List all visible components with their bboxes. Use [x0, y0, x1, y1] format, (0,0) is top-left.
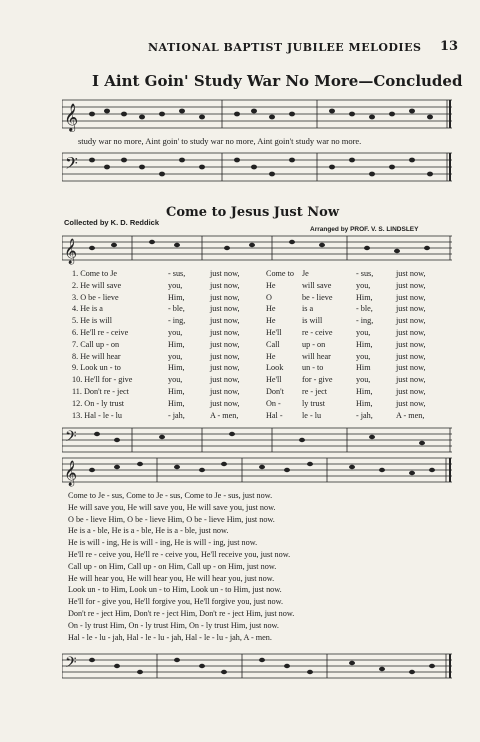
chorus-line: He is a - ble, He is a - ble, He is a - ble, just now. — [68, 526, 229, 536]
verse-row: 7. Call up - on Him, just now, Call up - on Him, just now, — [72, 339, 426, 349]
verse-row: 13. Hal - le - lu - jah, A - men, Hal - le - lu - jah, A - men, — [72, 410, 425, 420]
svg-text:𝄞: 𝄞 — [64, 103, 79, 131]
chorus-line: He'll re - ceive you, He'll re - ceive you, He'll receive you, just now. — [68, 549, 291, 559]
verse-row: 10. He'll for - give you, just now, He'll for - give you, just now, — [72, 375, 426, 385]
verse-row: 9. Look un - to Him, just now, Look un - to Him just now, — [72, 363, 426, 373]
song2-verse-treble-staff — [62, 232, 452, 268]
song2-chorus-bass-staff — [62, 650, 452, 686]
chorus-line: Call up - on Him, Call up - on Him, Call up - on Him, just now. — [68, 561, 277, 571]
verse-row: 4. He is a - ble, just now, He is a - ble, just now, — [72, 304, 426, 314]
chorus-line: He'll for - give you, He'll forgive you, He'll forgive you, just now. — [68, 597, 284, 607]
song2-title: Come to Jesus Just Now — [166, 205, 340, 220]
chorus-line: Look un - to Him, Look un - to Him, Look un - to Him, just now. — [68, 585, 282, 595]
svg-text:𝄞: 𝄞 — [64, 239, 78, 264]
verse-row: 11. Don't re - ject Him, just now, Don't re - ject Him, just now, — [72, 386, 426, 396]
song1-bass-staff — [62, 148, 452, 188]
verse-row: 8. He will hear you, just now, He will hear you, just now, — [72, 351, 426, 361]
running-header: NATIONAL BAPTIST JUBILEE MELODIES — [148, 41, 422, 54]
chorus-line: O be - lieve Him, O be - lieve Him, O be - lieve Him, just now. — [68, 514, 275, 524]
chorus-line: Hal - le - lu - jah, Hal - le - lu - jah, Hal - le - lu - jah, A - men. — [68, 632, 272, 642]
song1-treble-staff — [62, 95, 452, 135]
song2-verses — [72, 268, 426, 421]
chorus-line: He is will - ing, He is will - ing, He is will - ing, just now. — [68, 538, 258, 548]
svg-text:𝄢: 𝄢 — [65, 153, 78, 177]
verse-row: 3. O be - lieve Him, just now, O be - lieve Him, just now, — [72, 292, 426, 302]
chorus-line: Come to Je - sus, Come to Je - sus, Come to Je - sus, just now. — [68, 491, 273, 500]
chorus-line: He will hear you, He will hear you, He will hear you, just now. — [68, 573, 275, 583]
svg-text:𝄢: 𝄢 — [65, 654, 77, 675]
verse-row: 6. He'll re - ceive you, just now, He'll re - ceive you, just now, — [72, 327, 426, 337]
chorus-line: He will save you, He will save you, He will save you, just now. — [68, 502, 276, 512]
song2-chorus-treble-staff — [62, 454, 452, 490]
svg-text:𝄞: 𝄞 — [64, 461, 78, 486]
verse-row: 1. Come to Je - sus, just now, Come to Je - sus, just now, — [72, 269, 426, 278]
page-number: 13 — [440, 39, 459, 54]
song2-credit-collected: Collected by K. D. Reddick — [64, 218, 160, 227]
chorus-line: Don't re - ject Him, Don't re - ject Him, Don't re - ject Him, just now. — [68, 608, 295, 618]
song2-credit-arranged: Arranged by PROF. V. S. LINDSLEY — [310, 226, 419, 233]
song2-chorus — [68, 490, 294, 643]
verse-row: 2. He will save you, just now, He will save you, just now, — [72, 280, 426, 290]
svg-text:𝄢: 𝄢 — [65, 428, 77, 449]
song1-title: I Aint Goin' Study War No More—Concluded — [92, 72, 463, 90]
song1-lyric: study war no more, Aint goin' to study war no more, Aint goin't study war no more. — [78, 136, 362, 146]
chorus-line: On - ly trust Him, On - ly trust Him, On - ly trust Him, just now. — [68, 620, 279, 630]
verse-row: 5. He is will - ing, just now, He is will - ing, just now, — [72, 316, 426, 326]
verse-row: 12. On - ly trust Him, just now, On - ly trust Him, just now, — [72, 398, 426, 408]
